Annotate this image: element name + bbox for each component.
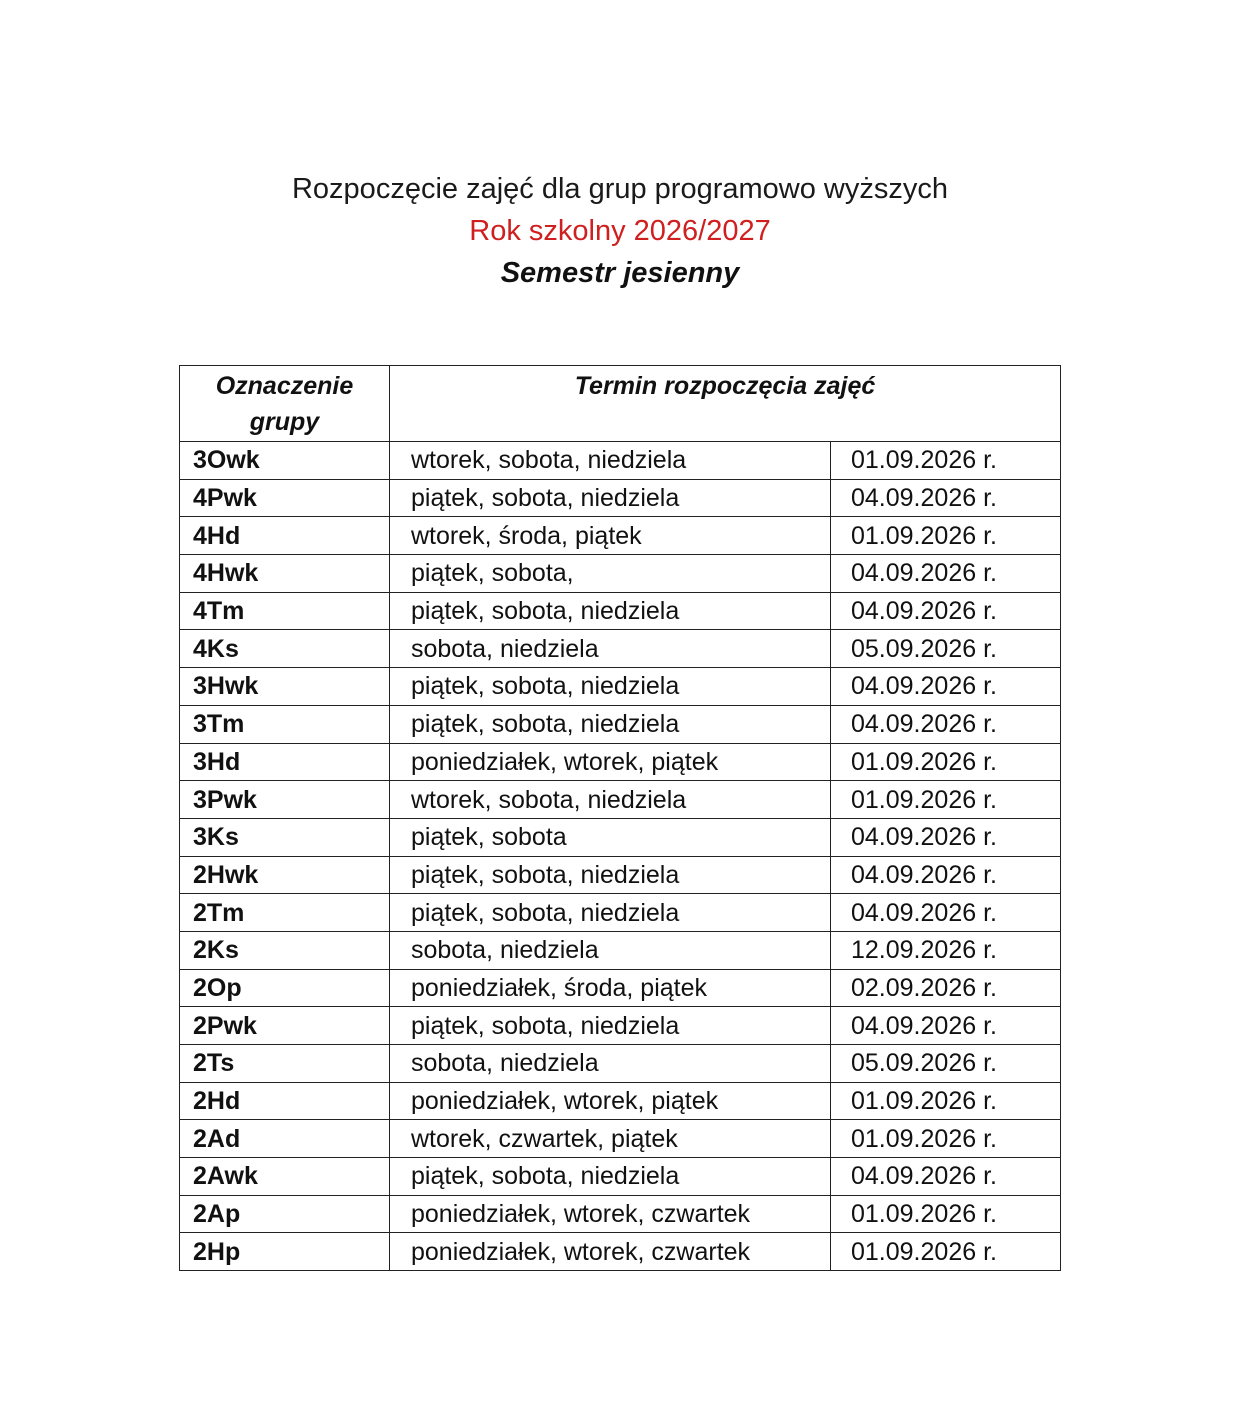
days-cell: poniedziałek, wtorek, czwartek [390, 1233, 831, 1271]
table-row [180, 931, 1061, 969]
date-cell: 01.09.2026 r. [831, 1195, 1061, 1233]
table-row [180, 592, 1061, 630]
group-cell: 3Owk [180, 442, 390, 480]
date-cell: 04.09.2026 r. [831, 856, 1061, 894]
group-cell: 3Hwk [180, 668, 390, 706]
group-cell: 2Hd [180, 1082, 390, 1120]
document-heading [0, 168, 1240, 294]
column-header-start-term: Termin rozpoczęcia zajęć [390, 366, 1061, 442]
group-cell: 2Ad [180, 1120, 390, 1158]
group-cell: 2Hp [180, 1233, 390, 1271]
group-cell: 2Hwk [180, 856, 390, 894]
table-row [180, 1007, 1061, 1045]
table-row [180, 479, 1061, 517]
table-row [180, 1045, 1061, 1083]
group-cell: 3Pwk [180, 781, 390, 819]
days-cell: sobota, niedziela [390, 630, 831, 668]
date-cell: 01.09.2026 r. [831, 1233, 1061, 1271]
date-cell: 12.09.2026 r. [831, 931, 1061, 969]
date-cell: 02.09.2026 r. [831, 969, 1061, 1007]
group-cell: 4Pwk [180, 479, 390, 517]
group-cell: 2Ap [180, 1195, 390, 1233]
schedule-table [179, 365, 1061, 1271]
days-cell: piątek, sobota, niedziela [390, 1007, 831, 1045]
date-cell: 04.09.2026 r. [831, 705, 1061, 743]
date-cell: 05.09.2026 r. [831, 1045, 1061, 1083]
group-cell: 2Awk [180, 1158, 390, 1196]
group-cell: 2Pwk [180, 1007, 390, 1045]
school-year: Rok szkolny 2026/2027 [469, 215, 771, 247]
date-cell: 01.09.2026 r. [831, 442, 1061, 480]
date-cell: 04.09.2026 r. [831, 555, 1061, 593]
date-cell: 01.09.2026 r. [831, 1120, 1061, 1158]
column-header-group: Oznaczenie grupy [180, 366, 390, 442]
days-cell: sobota, niedziela [390, 1045, 831, 1083]
days-cell: piątek, sobota, [390, 555, 831, 593]
date-cell: 04.09.2026 r. [831, 1007, 1061, 1045]
days-cell: wtorek, sobota, niedziela [390, 442, 831, 480]
table-row [180, 781, 1061, 819]
table-row [180, 630, 1061, 668]
date-cell: 04.09.2026 r. [831, 894, 1061, 932]
table-row [180, 1082, 1061, 1120]
semester-label: Semestr jesienny [500, 257, 740, 289]
date-cell: 04.09.2026 r. [831, 668, 1061, 706]
days-cell: piątek, sobota, niedziela [390, 1158, 831, 1196]
group-cell: 2Tm [180, 894, 390, 932]
date-cell: 04.09.2026 r. [831, 818, 1061, 856]
table-row [180, 705, 1061, 743]
table-row [180, 517, 1061, 555]
table-row [180, 1195, 1061, 1233]
date-cell: 01.09.2026 r. [831, 781, 1061, 819]
group-cell: 4Hd [180, 517, 390, 555]
date-cell: 05.09.2026 r. [831, 630, 1061, 668]
table-row [180, 1120, 1061, 1158]
table-row [180, 1233, 1061, 1271]
group-cell: 4Ks [180, 630, 390, 668]
group-cell: 2Op [180, 969, 390, 1007]
days-cell: sobota, niedziela [390, 931, 831, 969]
days-cell: piątek, sobota, niedziela [390, 894, 831, 932]
days-cell: wtorek, środa, piątek [390, 517, 831, 555]
table-row [180, 818, 1061, 856]
table-row [180, 969, 1061, 1007]
days-cell: piątek, sobota, niedziela [390, 479, 831, 517]
document-title: Rozpoczęcie zajęć dla grup programowo wyższych [291, 173, 948, 205]
date-cell: 04.09.2026 r. [831, 1158, 1061, 1196]
table-body [180, 442, 1061, 1271]
date-cell: 01.09.2026 r. [831, 517, 1061, 555]
group-cell: 3Ks [180, 818, 390, 856]
days-cell: piątek, sobota [390, 818, 831, 856]
table-row [180, 555, 1061, 593]
group-cell: 3Tm [180, 705, 390, 743]
days-cell: poniedziałek, środa, piątek [390, 969, 831, 1007]
group-cell: 2Ks [180, 931, 390, 969]
days-cell: wtorek, sobota, niedziela [390, 781, 831, 819]
table-row [180, 668, 1061, 706]
days-cell: poniedziałek, wtorek, czwartek [390, 1195, 831, 1233]
days-cell: piątek, sobota, niedziela [390, 668, 831, 706]
table-row [180, 1158, 1061, 1196]
days-cell: piątek, sobota, niedziela [390, 856, 831, 894]
table-row [180, 743, 1061, 781]
days-cell: poniedziałek, wtorek, piątek [390, 743, 831, 781]
days-cell: piątek, sobota, niedziela [390, 705, 831, 743]
days-cell: wtorek, czwartek, piątek [390, 1120, 831, 1158]
table-row [180, 894, 1061, 932]
date-cell: 04.09.2026 r. [831, 479, 1061, 517]
date-cell: 04.09.2026 r. [831, 592, 1061, 630]
group-cell: 3Hd [180, 743, 390, 781]
group-cell: 4Hwk [180, 555, 390, 593]
table-header-row [180, 366, 1061, 442]
days-cell: piątek, sobota, niedziela [390, 592, 831, 630]
table-row [180, 856, 1061, 894]
date-cell: 01.09.2026 r. [831, 1082, 1061, 1120]
date-cell: 01.09.2026 r. [831, 743, 1061, 781]
table-row [180, 442, 1061, 480]
group-cell: 2Ts [180, 1045, 390, 1083]
days-cell: poniedziałek, wtorek, piątek [390, 1082, 831, 1120]
group-cell: 4Tm [180, 592, 390, 630]
